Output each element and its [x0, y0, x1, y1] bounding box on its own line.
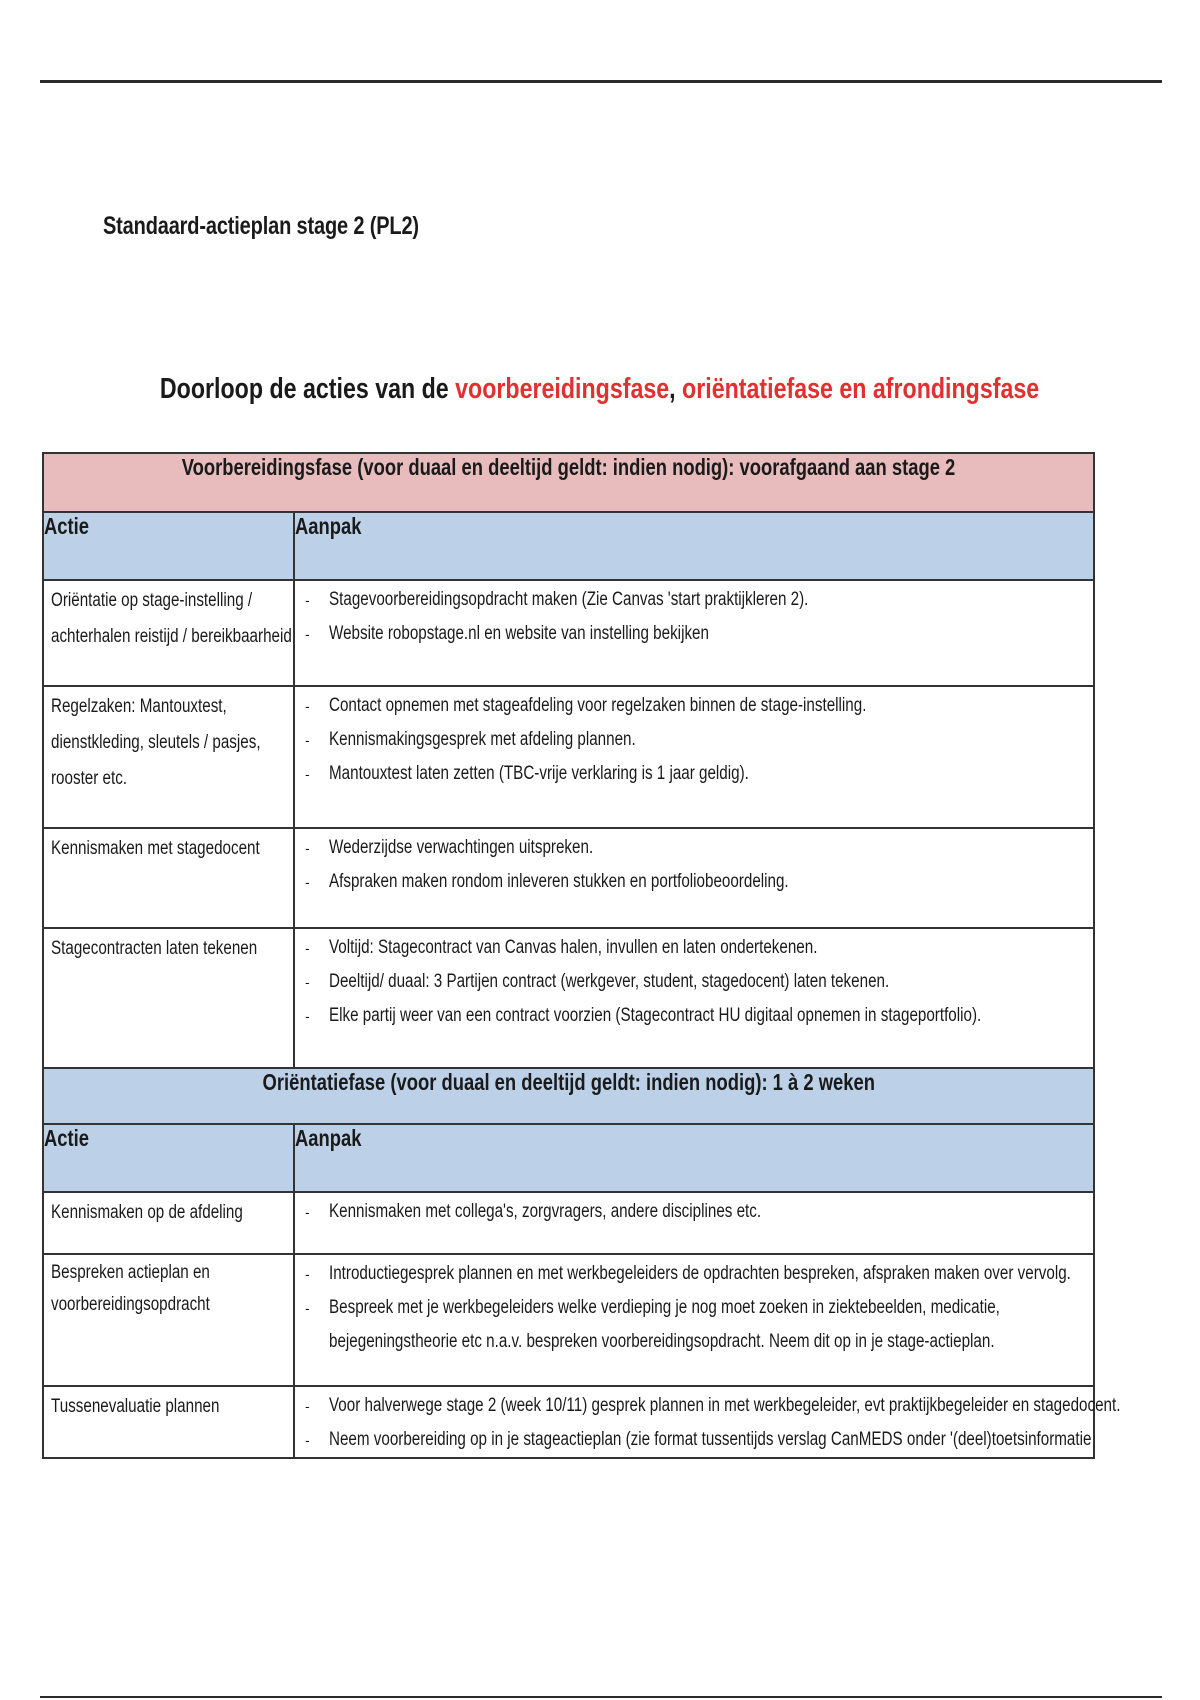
- header-rule: [40, 80, 1162, 83]
- instruction-phase2-3: oriëntatiefase en afrondingsfase: [682, 373, 1040, 405]
- table-row: [43, 1254, 1094, 1386]
- instruction-heading: [0, 373, 1200, 406]
- list-item-text: Mantouxtest laten zetten (TBC-vrije verklaring is 1 jaar geldig).: [329, 763, 749, 784]
- action-line: achterhalen reistijd / bereikbaarheid: [51, 626, 292, 647]
- action-cell: [43, 1386, 294, 1458]
- approach-cell: [294, 1192, 1094, 1254]
- action-line: Tussenevaluatie plannen: [51, 1396, 220, 1417]
- section-heading-row: [43, 1068, 1094, 1124]
- list-item-text: Introductiegesprek plannen en met werkbegeleiders de opdrachten bespreken, afspraken maken over vervolg.: [329, 1263, 1071, 1284]
- list-item-text: Stagevoorbereidingsopdracht maken (Zie Canvas 'start praktijkleren 2).: [329, 589, 809, 610]
- column-header-approach: [294, 512, 1094, 580]
- column-header-approach-text: Aanpak: [295, 1125, 362, 1151]
- action-cell: [43, 928, 294, 1068]
- list-item: [303, 831, 1093, 865]
- approach-cell: [294, 828, 1094, 928]
- list-item-text: Website robopstage.nl en website van instelling bekijken: [329, 623, 709, 644]
- list-item: [303, 999, 1093, 1033]
- section-heading-text: Oriëntatiefase (voor duaal en deeltijd geldt: indien nodig): 1 à 2 weken: [262, 1069, 875, 1095]
- list-item-text: Voor halverwege stage 2 (week 10/11) gesprek plannen in met werkbegeleider, evt praktijkbegeleider en stagedocent.: [329, 1395, 1121, 1416]
- approach-cell: [294, 1254, 1094, 1386]
- column-header-approach: [294, 1124, 1094, 1192]
- column-header-row: [43, 512, 1094, 580]
- table-row: [43, 1192, 1094, 1254]
- section-heading: [43, 453, 1094, 512]
- action-cell: [43, 828, 294, 928]
- list-item-text: Kennismaken met collega's, zorgvragers, andere disciplines etc.: [329, 1201, 762, 1222]
- table-row: [43, 1386, 1094, 1458]
- list-item: [303, 865, 1093, 899]
- list-item: [303, 617, 1093, 651]
- list-item-text: - Bespreek met je werkbegeleiders welke verdieping je nog moet zoeken in ziektebeelden, medicatie, bejegeningstheorie etc n.a.v. bespreken voorbereidingsopdracht. Neem dit op in je stage-actieplan.: [329, 1297, 1000, 1352]
- list-item: [303, 723, 1093, 757]
- list-item: [303, 965, 1093, 999]
- list-item: [303, 1423, 1093, 1457]
- list-item-text: Kennismakingsgesprek met afdeling plannen.: [329, 729, 636, 750]
- action-cell: [43, 580, 294, 686]
- table-row: [43, 828, 1094, 928]
- list-item: [303, 1291, 1093, 1359]
- column-header-row: [43, 1124, 1094, 1192]
- approach-cell: [294, 928, 1094, 1068]
- action-line: Kennismaken met stagedocent: [51, 838, 260, 859]
- instruction-separator: ,: [669, 373, 683, 405]
- action-line: dienstkleding, sleutels / pasjes,: [51, 732, 261, 753]
- column-header-action-text: Actie: [44, 1125, 89, 1151]
- list-item-text: Deeltijd/ duaal: 3 Partijen contract (werkgever, student, stagedocent) laten tekenen.: [329, 971, 890, 992]
- footer-rule: [40, 1696, 1162, 1698]
- action-line: Kennismaken op de afdeling: [51, 1202, 243, 1223]
- list-item-text: Afspraken maken rondom inleveren stukken en portfoliobeoordeling.: [329, 871, 789, 892]
- document-title: Standaard-actieplan stage 2 (PL2): [103, 212, 419, 240]
- action-cell: [43, 1254, 294, 1386]
- list-item-text: Voltijd: Stagecontract van Canvas halen, invullen en laten ondertekenen.: [329, 937, 818, 958]
- list-item: [303, 757, 1093, 791]
- action-line: Oriëntatie op stage-instelling /: [51, 590, 253, 611]
- list-item-text: Contact opnemen met stageafdeling voor regelzaken binnen de stage-instelling.: [329, 695, 867, 716]
- column-header-action: [43, 512, 294, 580]
- action-cell: [43, 686, 294, 828]
- table-row: [43, 686, 1094, 828]
- action-plan-table: [42, 452, 1121, 1459]
- action-line: Regelzaken: Mantouxtest,: [51, 696, 227, 717]
- list-item: [303, 583, 1093, 617]
- list-item: [303, 1389, 1121, 1423]
- list-item-text: Wederzijdse verwachtingen uitspreken.: [329, 837, 594, 858]
- list-item: [303, 689, 1093, 723]
- list-item: [303, 1257, 1093, 1291]
- instruction-phase1: voorbereidingsfase: [455, 373, 670, 405]
- action-line: Stagecontracten laten tekenen: [51, 938, 258, 959]
- list-item: [303, 1195, 1093, 1229]
- instruction-prefix: Doorloop de acties van de: [160, 373, 456, 405]
- column-header-approach-text: Aanpak: [295, 513, 362, 539]
- approach-cell: [294, 686, 1094, 828]
- action-line: rooster etc.: [51, 768, 128, 789]
- action-cell: [43, 1192, 294, 1254]
- approach-cell: [294, 1386, 1121, 1458]
- list-item: [303, 931, 1093, 965]
- table-row: [43, 928, 1094, 1068]
- approach-cell: [294, 580, 1094, 686]
- list-item-text: Neem voorbereiding op in je stageactieplan (zie format tussentijds verslag CanMEDS onder '(deel)toetsinformatie: [329, 1429, 1092, 1450]
- section-heading: [43, 1068, 1094, 1124]
- action-line: Bespreken actieplan en: [51, 1262, 210, 1283]
- table-row: [43, 580, 1094, 686]
- action-line: voorbereidingsopdracht: [51, 1294, 210, 1315]
- section-heading-text: Voorbereidingsfase (voor duaal en deeltijd geldt: indien nodig): voorafgaand aan stage 2: [181, 454, 956, 480]
- column-header-action-text: Actie: [44, 513, 89, 539]
- column-header-action: [43, 1124, 294, 1192]
- section-heading-row: [43, 453, 1094, 512]
- list-item-text: Elke partij weer van een contract voorzien (Stagecontract HU digitaal opnemen in stageportfolio).: [329, 1005, 982, 1026]
